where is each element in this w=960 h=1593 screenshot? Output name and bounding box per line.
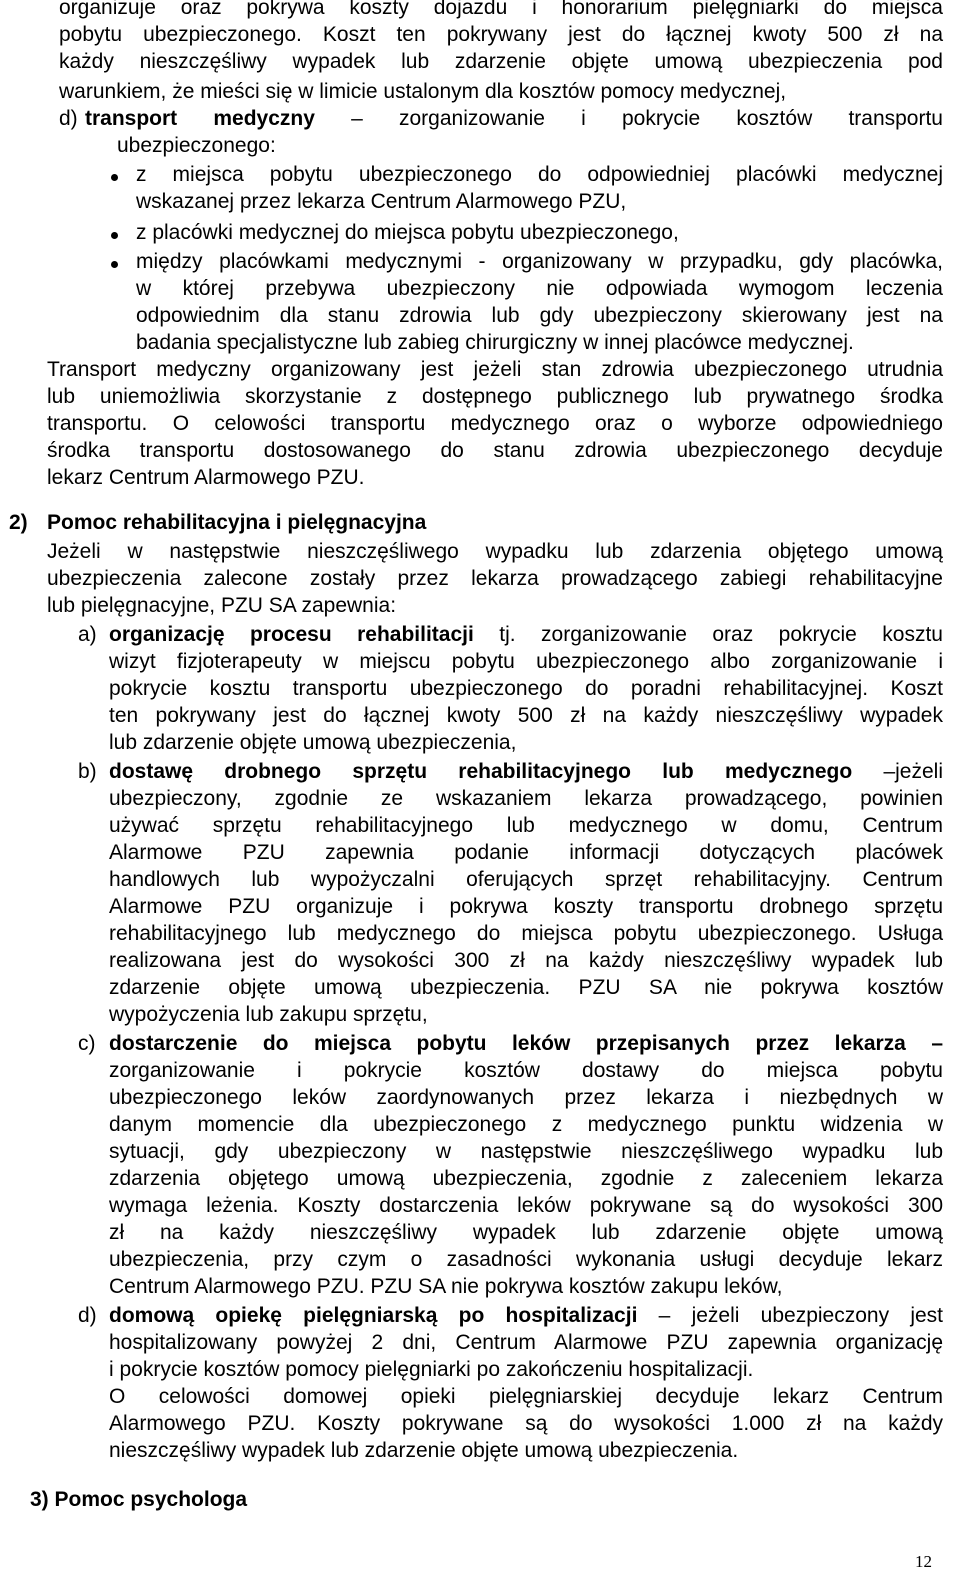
bullet-line: odpowiednim dla stanu zdrowia lub gdy ubezpieczony skierowany jest na (136, 304, 943, 327)
bullet-line: wskazanej przez lekarza Centrum Alarmowego PZU, (136, 190, 627, 213)
paragraph-line: lekarz Centrum Alarmowego PZU. (47, 466, 365, 489)
paragraph-line: organizuje oraz pokrywa koszty dojazdu i honorarium pielęgniarki do miejsca (59, 0, 943, 19)
paragraph-line: ubezpieczonego: (117, 134, 276, 157)
paragraph-line: używać sprzętu rehabilitacyjnego lub medycznego w domu, Centrum (109, 814, 943, 837)
item-text: – zorganizowanie i pokrycie kosztów transportu (351, 107, 943, 130)
bullet-line: w której przebywa ubezpieczony nie odpowiada wymogom leczenia (136, 277, 943, 300)
paragraph-line: Jeżeli w następstwie nieszczęśliwego wypadku lub zdarzenia objętego umową (47, 540, 943, 563)
paragraph-line: każdy nieszczęśliwy wypadek lub zdarzenie objęte umową ubezpieczenia pod (59, 50, 943, 73)
bullet-icon (111, 261, 118, 268)
paragraph-line: ubezpieczonego leków zaordynowanych przez lekarza i niezbędnych w (109, 1086, 943, 1109)
paragraph-line: ubezpieczony, zgodnie ze wskazaniem lekarza prowadzącego, powinien (109, 787, 943, 810)
bullet-line: z miejsca pobytu ubezpieczonego do odpowiedniej placówki medycznej (136, 163, 943, 186)
item-title: dostawę drobnego sprzętu rehabilitacyjnego lub medycznego (109, 760, 853, 783)
list-marker: d) (78, 1304, 97, 1327)
paragraph-line: wizyt fizjoterapeuty w miejscu pobytu ubezpieczonego albo zorganizowanie i (109, 650, 943, 673)
paragraph-line: Alarmowe PZU zapewnia podanie informacji dotyczących placówek (109, 841, 943, 864)
item-text: tj. zorganizowanie oraz pokrycie kosztu (499, 623, 943, 646)
item-title: dostarczenie do miejsca pobytu leków przepisanych przez lekarza – (109, 1032, 943, 1055)
bullet-line: między placówkami medycznymi - organizowany w przypadku, gdy placówka, (136, 250, 943, 273)
paragraph-line: i pokrycie kosztów pomocy pielęgniarki po zakończeniu hospitalizacji. (109, 1358, 754, 1381)
item-text: –jeżeli (883, 760, 943, 783)
list-marker: b) (78, 760, 97, 783)
item-title: organizację procesu rehabilitacji (109, 623, 474, 646)
bullet-icon (111, 174, 118, 181)
paragraph-line: ten pokrywany jest do łącznej kwoty 500 zł na każdy nieszczęśliwy wypadek (109, 704, 943, 727)
paragraph-line: sytuacji, gdy ubezpieczony w następstwie nieszczęśliwego wypadku lub (109, 1140, 943, 1163)
paragraph-line: zł na każdy nieszczęśliwy wypadek lub zdarzenie objęte umową (109, 1221, 943, 1244)
item-text: – jeżeli ubezpieczony jest (658, 1304, 943, 1327)
list-marker: d) (59, 107, 78, 130)
paragraph-line: lub uniemożliwia skorzystanie z dostępnego publicznego lub prywatnego środka (47, 385, 943, 408)
list-item-heading (109, 1303, 943, 1329)
paragraph-line: wymaga leżenia. Koszty dostarczenia leków pokrywane są do wysokości 300 (109, 1194, 943, 1217)
paragraph-line: wypożyczenia lub zakupu sprzętu, (109, 1003, 428, 1026)
paragraph-line: danym momencie dla ubezpieczonego z medycznego punktu widzenia w (109, 1113, 943, 1136)
paragraph-line: realizowana jest do wysokości 300 zł na każdy nieszczęśliwy wypadek lub (109, 949, 943, 972)
list-marker: c) (78, 1032, 96, 1055)
paragraph-line: pobytu ubezpieczonego. Koszt ten pokrywany jest do łącznej kwoty 500 zł na (59, 23, 943, 46)
item-title: domową opiekę pielęgniarską po hospitalizacji (109, 1304, 638, 1327)
paragraph-line: Alarmowe PZU organizuje i pokrywa koszty transportu drobnego sprzętu (109, 895, 943, 918)
paragraph-line: ubezpieczenia, przy czym o zasadności wykonania usługi decyduje lekarz (109, 1248, 943, 1271)
paragraph-line: nieszczęśliwy wypadek lub zdarzenie objęte umową ubezpieczenia. (109, 1439, 739, 1462)
section-heading: 3) Pomoc psychologa (30, 1488, 248, 1511)
list-item-heading (109, 622, 943, 648)
paragraph-line: zdarzenia objętego umową ubezpieczenia, zgodnie z zaleceniem lekarza (109, 1167, 943, 1190)
paragraph-line: Transport medyczny organizowany jest jeżeli stan zdrowia ubezpieczonego utrudnia (47, 358, 943, 381)
paragraph-line: ubezpieczenia zalecone zostały przez lekarza prowadzącego zabiegi rehabilitacyjne (47, 567, 943, 590)
paragraph-line: O celowości domowej opieki pielęgniarskiej decyduje lekarz Centrum (109, 1385, 943, 1408)
paragraph-line: handlowych lub wypożyczalni oferujących sprzęt rehabilitacyjny. Centrum (109, 868, 943, 891)
paragraph-line: transportu. O celowości transportu medycznego oraz o wyborze odpowiedniego (47, 412, 943, 435)
bullet-line: z placówki medycznej do miejsca pobytu ubezpieczonego, (136, 221, 679, 244)
paragraph-line: Centrum Alarmowego PZU. PZU SA nie pokrywa kosztów zakupu leków, (109, 1275, 783, 1298)
list-item-heading (85, 106, 943, 132)
list-item-heading (109, 759, 943, 785)
bullet-line: badania specjalistyczne lub zabieg chirurgiczny w innej placówce medycznej. (136, 331, 854, 354)
bullet-icon (111, 232, 118, 239)
paragraph-line: hospitalizowany powyżej 2 dni, Centrum Alarmowe PZU zapewnia organizację (109, 1331, 943, 1354)
paragraph-line: zorganizowanie i pokrycie kosztów dostawy do miejsca pobytu (109, 1059, 943, 1082)
page-number: 12 (915, 1552, 932, 1571)
list-marker: a) (78, 623, 97, 646)
paragraph-line: zdarzenie objęte umową ubezpieczenia. PZU SA nie pokrywa kosztów (109, 976, 943, 999)
section-number: 2) (9, 511, 28, 534)
paragraph-line: warunkiem, że mieści się w limicie ustalonym dla kosztów pomocy medycznej, (59, 80, 787, 103)
paragraph-line: lub pielęgnacyjne, PZU SA zapewnia: (47, 594, 397, 617)
paragraph-line: rehabilitacyjnego lub medycznego do miejsca pobytu ubezpieczonego. Usługa (109, 922, 943, 945)
paragraph-line: Alarmowego PZU. Koszty pokrywane są do wysokości 1.000 zł na każdy (109, 1412, 943, 1435)
paragraph-line: pokrycie kosztu transportu ubezpieczonego do poradni rehabilitacyjnej. Koszt (109, 677, 943, 700)
paragraph-line: środka transportu dostosowanego do stanu zdrowia ubezpieczonego decyduje (47, 439, 943, 462)
paragraph-line: lub zdarzenie objęte umową ubezpieczenia, (109, 731, 517, 754)
section-heading: Pomoc rehabilitacyjna i pielęgnacyjna (47, 511, 427, 534)
item-title: transport medyczny (85, 107, 315, 130)
